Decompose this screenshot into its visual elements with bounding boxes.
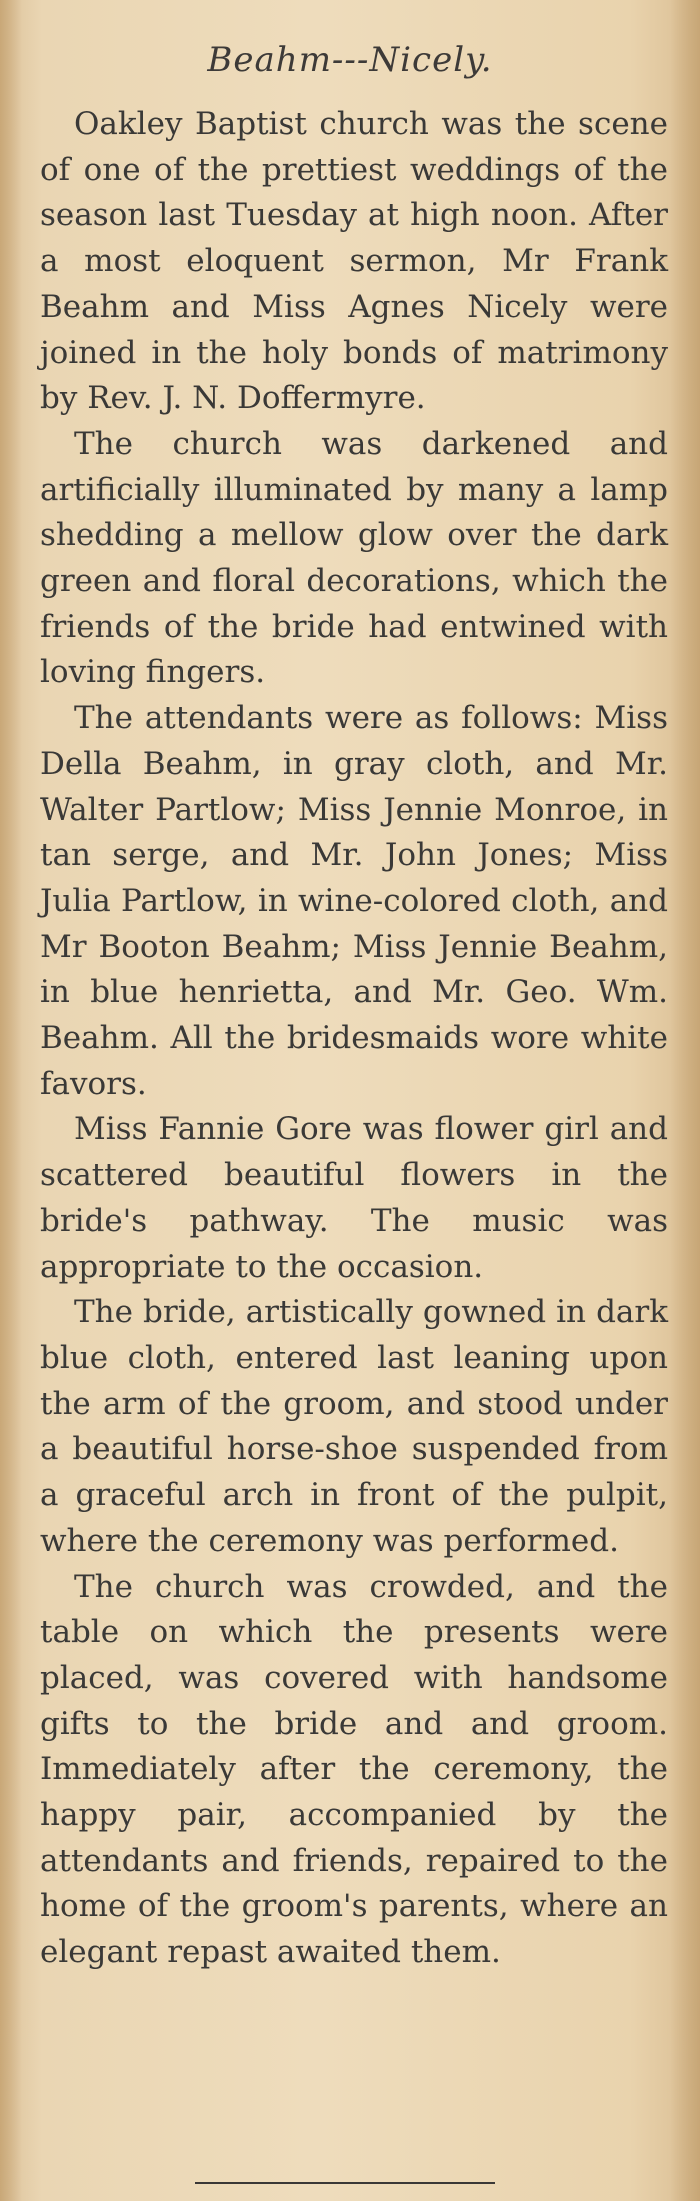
- paragraph-ceremony: Oakley Baptist church was the scene of one of the prettiest weddings of the season last Tuesday at high noon. After a most eloquent sermon, Mr Frank Beahm and Miss Agnes Nicely were joined in the holy bonds of matrimony by Rev. J. N. Doffermyre.: [40, 106, 668, 417]
- paragraph-bride: The bride, artistically gowned in dark blue cloth, entered last leaning upon the arm of the groom, and stood under a beautiful horse-shoe suspended from a graceful arch in front of the pulpit, where the ceremony was performed.: [40, 1294, 668, 1559]
- paragraph-flower-girl: Miss Fannie Gore was flower girl and scattered beautiful flowers in the bride's pathway. The music was appropriate to the occasion.: [40, 1111, 668, 1285]
- paragraph-attendants: The attendants were as follows: Miss Della Beahm, in gray cloth, and Mr. Walter Partlow; Miss Jennie Monroe, in tan serge, and Mr. John Jones; Miss Julia Partlow, in wine-colored cloth, and Mr Booton Beahm; Miss Jennie Beahm, in blue henrietta, and Mr. Geo. Wm. Beahm. All the bridesmaids wore white favors.: [40, 700, 668, 1102]
- column-rule: [195, 2182, 495, 2184]
- headline: Beahm---Nicely.: [207, 40, 493, 80]
- paragraph-reception: The church was crowded, and the table on which the presents were placed, was covered with handsome gifts to the bride and and groom. Immediately after the ceremony, the happy pair, accompanied by the attendants and friends, repaired to the home of the groom's parents, where an elegant repast awaited them.: [40, 1568, 668, 1971]
- paragraph-decorations: The church was darkened and artificially illuminated by many a lamp shedding a mellow glow over the dark green and floral decorations, which the friends of the bride had entwined with loving fingers.: [40, 425, 668, 691]
- article-body: [40, 102, 668, 1976]
